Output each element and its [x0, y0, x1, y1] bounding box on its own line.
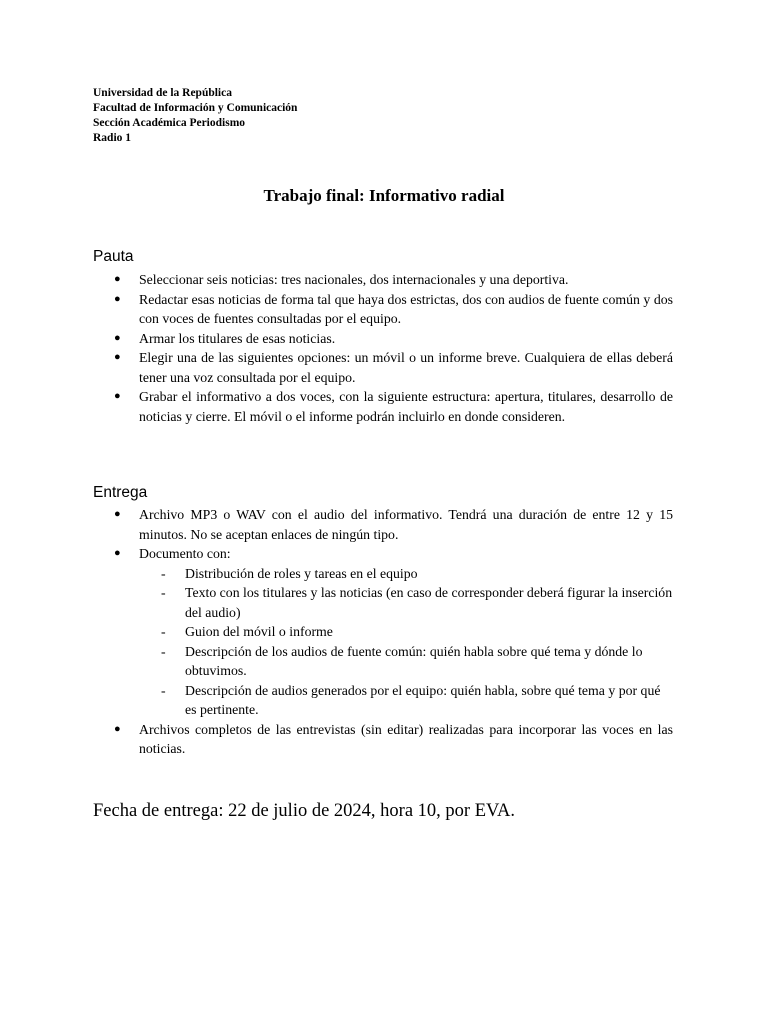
bullet-icon: ● [114, 351, 121, 363]
header-course: Radio 1 [93, 132, 132, 144]
bullet-icon: ● [114, 390, 121, 402]
pauta-item-5: Grabar el informativo a dos voces, con la siguiente estructura: apertura, titulares, desarrollo de noticias y cierre. El móvil o el informe podrán incluirlo en donde consideren. [139, 389, 673, 424]
sub-item-4: Descripción de los audios de fuente común: quién habla sobre qué tema y dónde lo obtuvimos. [185, 643, 643, 678]
dash-icon: - [161, 682, 166, 698]
pauta-item-4: Elegir una de las siguientes opciones: un móvil o un informe breve. Cualquiera de ellas deberá tener una voz consultada por el equipo. [139, 350, 673, 385]
entrega-list [93, 505, 673, 759]
pauta-item-1: Seleccionar seis noticias: tres nacionales, dos internacionales y una deportiva. [139, 272, 569, 287]
sub-list-item [139, 642, 673, 681]
entrega-item-1: Archivo MP3 o WAV con el audio del informativo. Tendrá una duración de entre 12 y 15 minutos. No se aceptan enlaces de ningún tipo. [139, 507, 673, 542]
sub-list-item [139, 622, 673, 642]
dash-icon: - [161, 565, 166, 581]
institution-header [93, 86, 297, 146]
dash-icon: - [161, 643, 166, 659]
entrega-item-2: Documento con: [139, 546, 231, 561]
pauta-heading: Pauta [93, 248, 134, 265]
list-item [93, 544, 673, 720]
header-section: Sección Académica Periodismo [93, 117, 246, 129]
bullet-icon: ● [114, 331, 121, 344]
list-item [93, 720, 673, 759]
bullet-icon: ● [114, 508, 121, 520]
bullet-icon: ● [114, 292, 121, 305]
sub-list-item [139, 681, 673, 720]
deadline-text: Fecha de entrega: 22 de julio de 2024, hora 10, por EVA. [93, 801, 515, 821]
bullet-icon: ● [114, 722, 121, 735]
pauta-item-3: Armar los titulares de esas noticias. [139, 330, 336, 346]
list-item [93, 329, 673, 349]
sub-item-3: Guion del móvil o informe [185, 624, 333, 639]
list-item [93, 348, 673, 387]
bullet-icon: ● [114, 547, 121, 559]
list-item [93, 387, 673, 426]
document-contents-list [139, 564, 673, 720]
list-item [93, 505, 673, 544]
bullet-icon: ● [114, 273, 121, 285]
header-faculty: Facultad de Información y Comunicación [93, 102, 298, 114]
header-university: Universidad de la República [93, 87, 232, 99]
list-item [93, 290, 673, 329]
list-item [93, 270, 673, 290]
sub-item-2: Texto con los titulares y las noticias (en caso de corresponder deberá figurar la inserción del audio) [185, 585, 673, 620]
entrega-heading: Entrega [93, 484, 148, 501]
sub-list-item [139, 564, 673, 584]
sub-list-item [139, 583, 673, 622]
pauta-list [93, 270, 673, 426]
sub-item-5: Descripción de audios generados por el equipo: quién habla, sobre qué tema y por qué es pertinente. [185, 682, 661, 717]
sub-item-1: Distribución de roles y tareas en el equipo [185, 565, 418, 581]
dash-icon: - [161, 585, 166, 600]
pauta-item-2: Redactar esas noticias de forma tal que haya dos estrictas, dos con audios de fuente común y dos con voces de fuentes consultadas por el equipo. [139, 291, 673, 326]
dash-icon: - [161, 624, 166, 639]
entrega-item-3: Archivos completos de las entrevistas (sin editar) realizadas para incorporar las voces en las noticias. [139, 721, 673, 756]
document-title: Trabajo final: Informativo radial [263, 186, 505, 205]
